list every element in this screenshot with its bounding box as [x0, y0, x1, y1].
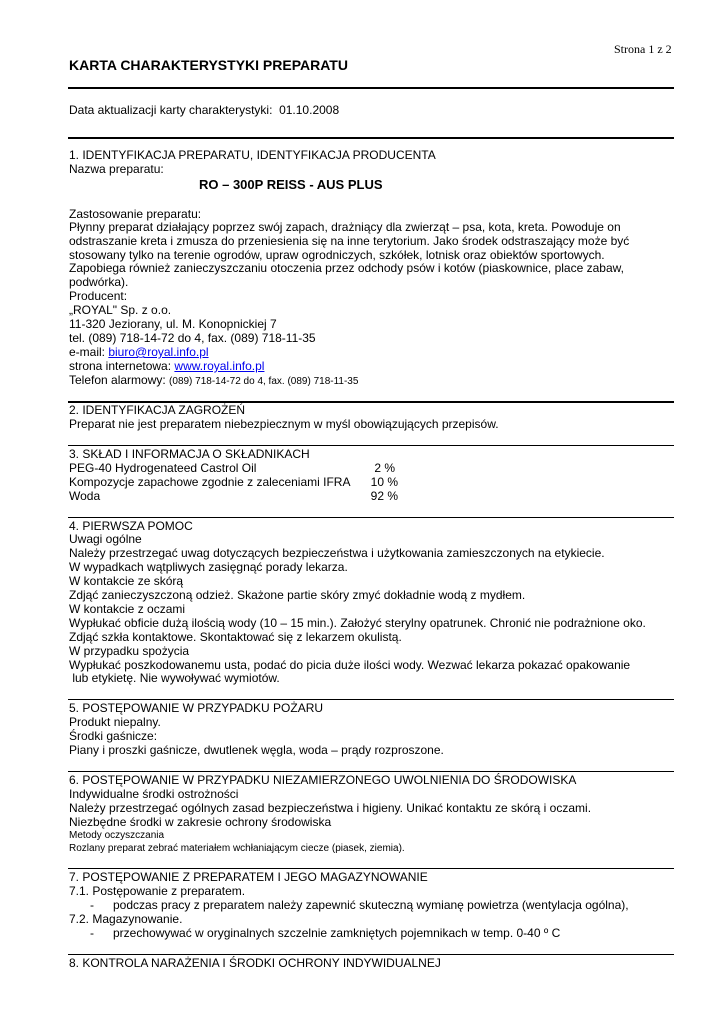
divider — [68, 87, 674, 89]
section-4-heading: 4. PIERWSZA POMOC — [69, 519, 193, 533]
alarm-label: Telefon alarmowy: — [69, 373, 170, 387]
first-aid-line: lub etykietę. Nie wywoływać wymiotów. — [69, 671, 280, 685]
section-2-heading: 2. IDENTYFIKACJA ZAGROŻEŃ — [69, 403, 246, 417]
storage-subheading: 7.2. Magazynowanie. — [69, 912, 183, 926]
section-7-heading: 7. POSTĘPOWANIE Z PREPARATEM I JEGO MAGAZYNOWANIE — [69, 870, 428, 884]
website-label: strona internetowa: — [69, 359, 175, 373]
first-aid-line: W kontakcie ze skórą — [69, 574, 184, 588]
update-date-line — [69, 103, 339, 117]
divider — [68, 771, 674, 772]
release-line: Indywidualne środki ostrożności — [69, 787, 239, 801]
bullet: - — [90, 926, 94, 940]
divider — [68, 868, 674, 869]
first-aid-line: W przypadku spożycia — [69, 644, 190, 658]
website-link[interactable]: www.royal.info.pl — [174, 359, 265, 373]
divider — [68, 517, 674, 518]
fire-line: Środki gaśnicze: — [69, 729, 158, 743]
fire-line: Produkt niepalny. — [69, 715, 161, 729]
release-line: Należy przestrzegać ogólnych zasad bezpieczeństwa i higieny. Unikać kontaktu ze skórą i oczami. — [69, 801, 592, 815]
hazard-text: Preparat nie jest preparatem niebezpiecznym w myśl obowiązujących przepisów. — [69, 417, 499, 431]
section-6-heading: 6. POSTĘPOWANIE W PRZYPADKU NIEZAMIERZONEGO UWOLNIENIA DO ŚRODOWISKA — [69, 773, 577, 787]
section-8-heading: 8. KONTROLA NARAŻENIA I ŚRODKI OCHRONY INDYWIDUALNEJ — [69, 956, 441, 970]
divider — [68, 954, 674, 955]
use-line: podwórka). — [69, 275, 129, 289]
update-date: 01.10.2008 — [279, 103, 340, 117]
website-line — [69, 359, 264, 373]
bullet: - — [90, 898, 94, 912]
storage-item: przechowywać w oryginalnych szczelnie zamkniętych pojemnikach w temp. 0-40 º C — [113, 926, 561, 940]
section-1-heading: 1. IDENTYFIKACJA PREPARATU, IDENTYFIKACJA PRODUCENTA — [69, 148, 436, 162]
first-aid-line: Wypłukać poszkodowanemu usta, podać do picia duże ilości wody. Wezwać lekarza pokazać opakowanie — [69, 658, 631, 672]
first-aid-line: W wypadkach wątpliwych zasięgnąć porady lekarza. — [69, 560, 348, 574]
email-line — [69, 345, 209, 359]
section-5-heading: 5. POSTĘPOWANIE W PRZYPADKU POŻARU — [69, 701, 324, 715]
release-line: Metody oczyszczania — [69, 830, 165, 841]
divider — [68, 137, 674, 139]
composition-name: Kompozycje zapachowe zgodnie z zaleceniami IFRA — [69, 475, 351, 489]
first-aid-line: Zdjąć szkła kontaktowe. Skontaktować się z lekarzem okulistą. — [69, 630, 402, 644]
page-number: Strona 1 z 2 — [614, 42, 672, 56]
producer-name: „ROYAL" Sp. z o.o. — [69, 303, 172, 317]
composition-value: 92 % — [370, 489, 398, 503]
email-link[interactable]: biuro@royal.info.pl — [108, 345, 209, 359]
first-aid-line: Zdjąć zanieczyszczoną odzież. Skażone partie skóry zmyć dokładnie wodą z mydłem. — [69, 588, 526, 602]
product-name: RO – 300P REISS - AUS PLUS — [199, 177, 383, 192]
email-label: e-mail: — [69, 345, 109, 359]
handling-item: podczas pracy z preparatem należy zapewnić skuteczną wymianę powietrza (wentylacja ogólna), — [113, 898, 629, 912]
first-aid-line: Wypłukać obficie dużą ilością wody (10 – 15 min.). Założyć sterylny opatrunek. Chronić nie podrażnione oko. — [69, 616, 646, 630]
first-aid-line: W kontakcie z oczami — [69, 602, 186, 616]
use-label: Zastosowanie preparatu: — [69, 207, 202, 221]
release-line: Rozlany preparat zebrać materiałem wchłaniającym ciecze (piasek, ziemia). — [69, 843, 405, 854]
alarm-phone: (089) 718-14-72 do 4, fax. (089) 718-11-35 — [169, 376, 359, 387]
release-line: Niezbędne środki w zakresie ochrony środowiska — [69, 815, 332, 829]
use-line: odstraszanie kreta i zmusza do przeniesienia się na inne terytorium. Jako środek odstraszający może być — [69, 234, 630, 248]
section-3-heading: 3. SKŁAD I INFORMACJA O SKŁADNIKACH — [69, 447, 310, 461]
producer-label: Producent: — [69, 289, 128, 303]
handling-subheading: 7.1. Postępowanie z preparatem. — [69, 884, 246, 898]
use-line: Zapobiega również zanieczyszczaniu otoczenia przez odchody psów i kotów (piaskownice, place zabaw, — [69, 261, 624, 275]
composition-name: PEG-40 Hydrogenateed Castrol Oil — [69, 461, 257, 475]
use-line: stosowany tylko na terenie ogrodów, upraw ogrodniczych, szkółek, lotnisk oraz obiektów sportowych. — [69, 248, 605, 262]
composition-value: 2 % — [374, 461, 395, 475]
first-aid-line: Należy przestrzegać uwag dotyczących bezpieczeństwa i użytkowania zamieszczonych na etykiecie. — [69, 546, 605, 560]
producer-phone: tel. (089) 718-14-72 do 4, fax. (089) 718-11-35 — [69, 331, 316, 345]
composition-name: Woda — [69, 489, 101, 503]
product-name-label: Nazwa preparatu: — [69, 162, 164, 176]
composition-value: 10 % — [370, 475, 398, 489]
update-label: Data aktualizacji karty charakterystyki: — [69, 103, 273, 117]
use-line: Płynny preparat działający poprzez swój zapach, drażniący dla zwierząt – psa, kota, kreta. Powoduje on — [69, 220, 621, 234]
first-aid-line: Uwagi ogólne — [69, 532, 142, 546]
fire-line: Piany i proszki gaśnicze, dwutlenek węgla, woda – prądy rozproszone. — [69, 743, 444, 757]
divider — [68, 445, 674, 446]
producer-address: 11-320 Jeziorany, ul. M. Konopnickiej 7 — [69, 317, 277, 331]
document-title: KARTA CHARAKTERYSTYKI PREPARATU — [69, 57, 348, 73]
alarm-phone-line — [69, 373, 358, 389]
divider — [68, 699, 674, 700]
